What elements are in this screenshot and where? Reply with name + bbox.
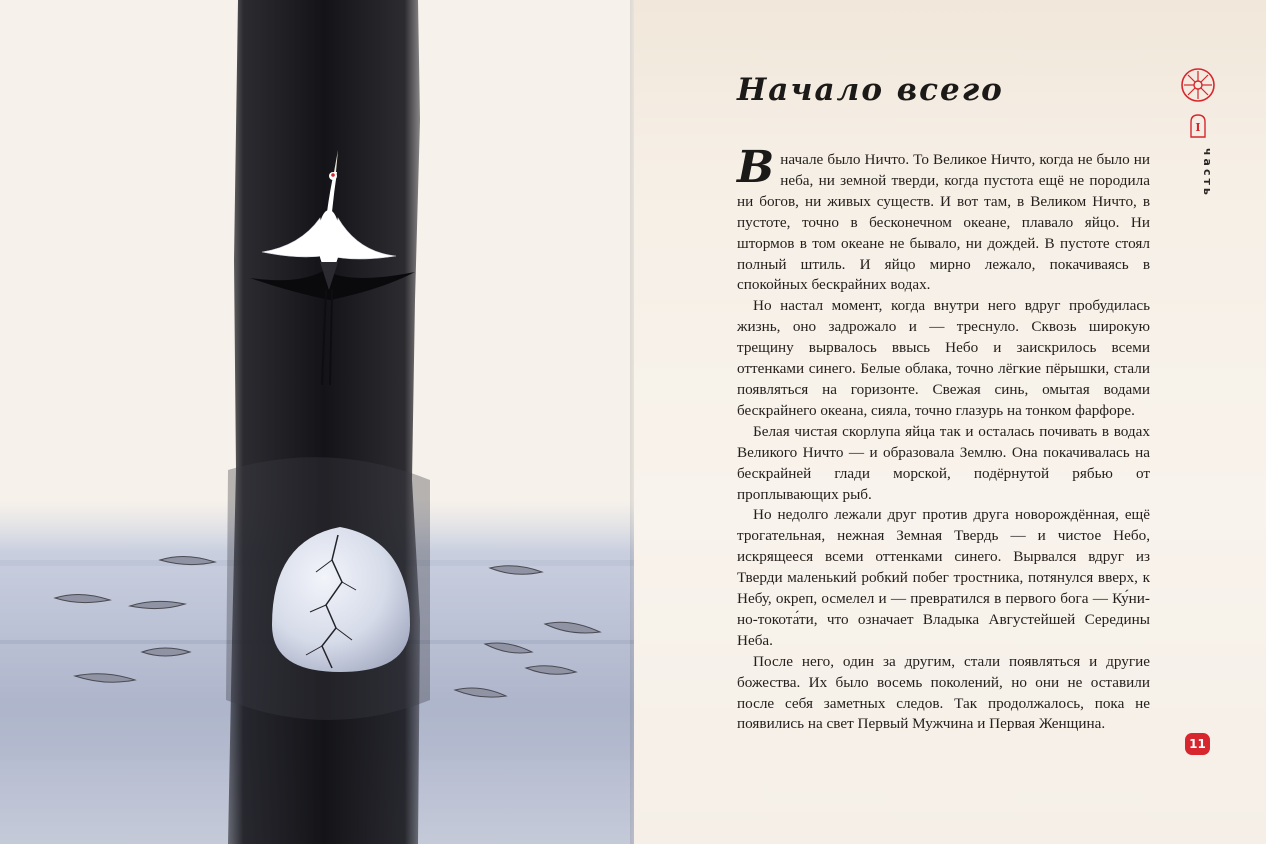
text-page: [634, 0, 1266, 844]
paragraph: Вначале было Ничто. То Великое Ничто, когда не было ни неба, ни земной тверди, когда пустота ещё не породила ни богов, ни живых существ. И вот там, в Великом Ничто, в пустоте, точно в бесконечном океане, плавало яйцо. Ни штормов в том океане не бывало, ни дождей. В пустоте стоял полный штиль. И яйцо мирно лежало, покачиваясь в спокойных бескрайних водах.: [737, 142, 1150, 294]
page-number: 11: [1185, 733, 1210, 755]
dropcap: В: [737, 142, 775, 193]
part-number: I: [1195, 121, 1201, 134]
paragraph: Но настал момент, когда внутри него вдруг пробудилась жизнь, оно задрожало и — треснуло. Сквозь широкую трещину вырвалось ввысь Небо и заискрилось всеми оттенками синего. Белые облака, точно лёгкие пёрышки, стали появляться на горизонте. Свежая синь, омытая водами бескрайнего океана, сияла, точно глазурь на тонком фарфоре.: [737, 297, 1150, 419]
chapter-title: Начало всего: [737, 72, 1004, 108]
chrysanthemum-emblem-icon: [1179, 66, 1217, 104]
paragraph: Но недолго лежали друг против друга новорождённая, ещё трогательная, нежная Земная Твердь — и чистое Небо, искрящееся всеми оттенками синего. Вырвался вдруг из Тверди маленький робкий побег тростника, потянулся вверх, к Небу, окреп, осмелел и — превратился в первого бога — Ку́ни-но-токота́ти, что означает Владыка Августейшей Середины Неба.: [737, 506, 1150, 649]
paragraph: Белая чистая скорлупа яйца так и осталась почивать в водах Великого Ничто — и образовала Землю. Она покачивалась на бескрайней глади морской, подёрнутой рябью от проплывающих рыб.: [737, 422, 1150, 503]
part-badge-icon: [1190, 114, 1206, 138]
chapter-body: [737, 142, 1150, 735]
paragraph: После него, один за другим, стали появляться и другие божества. Их было восемь поколений, но они не оставили после себя заметных следов. Так продолжалось, пока не появились на свет Первый Мужчина и Первая Женщина.: [737, 652, 1150, 733]
part-label: часть: [1201, 148, 1214, 198]
